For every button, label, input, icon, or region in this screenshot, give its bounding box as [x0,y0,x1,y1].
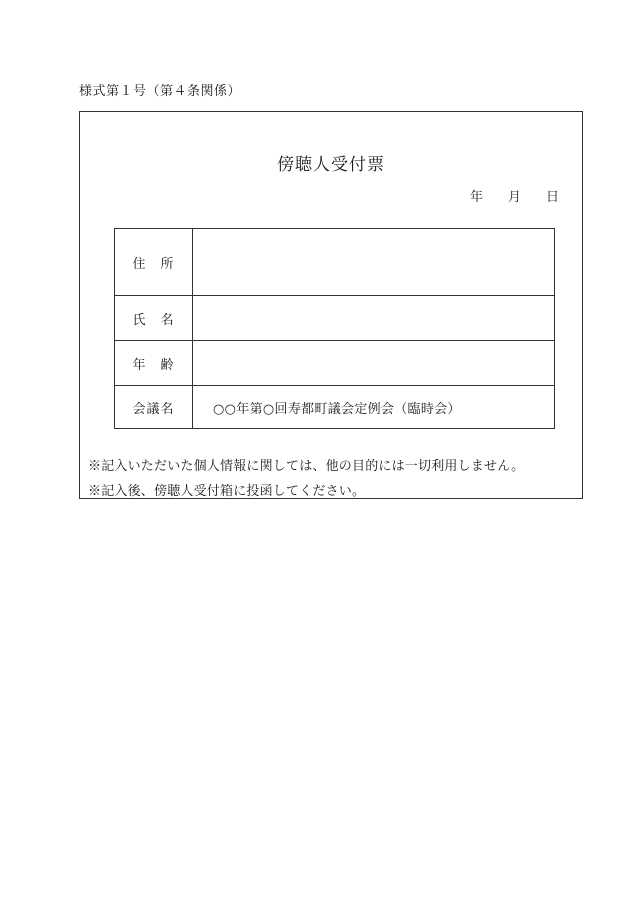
date-day-label: 日 [546,190,560,205]
table-row-age [115,341,555,386]
date-line [470,186,560,205]
age-label: 年 齢 [115,341,193,386]
meeting-label: 会議名 [115,386,193,429]
date-year-label: 年 [470,190,484,205]
name-field[interactable] [193,296,555,341]
info-table [114,228,555,429]
form-title: 傍聴人受付票 [277,155,385,175]
meeting-field[interactable]: ○○年第○回寿都町議会定例会（臨時会） [193,386,555,429]
note-submission: ※記入後、傍聴人受付箱に投函してください。 [88,484,366,499]
table-row-meeting [115,386,555,429]
address-label: 住 所 [115,229,193,296]
date-month-label: 月 [508,190,522,205]
age-field[interactable] [193,341,555,386]
address-field[interactable] [193,229,555,296]
name-label: 氏 名 [115,296,193,341]
note-privacy: ※記入いただいた個人情報に関しては、他の目的には一切利用しません。 [88,459,525,474]
table-row-address [115,229,555,296]
reception-form [79,111,583,499]
notes [88,454,524,504]
table-row-name [115,296,555,341]
form-number: 様式第１号（第４条関係） [79,84,242,99]
